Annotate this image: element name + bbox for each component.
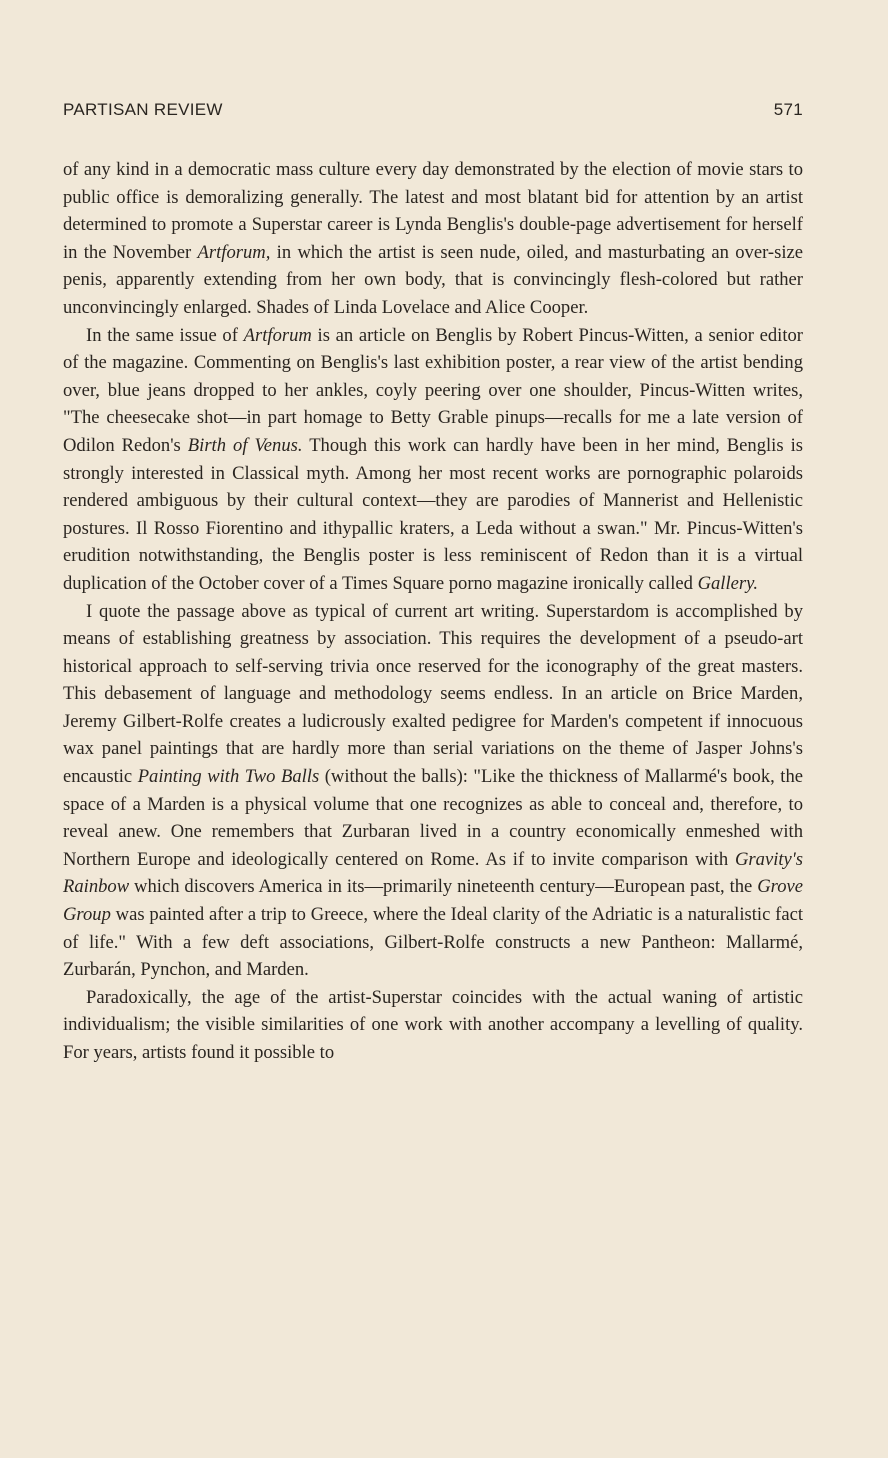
italic-title: Artforum [243,324,312,346]
article-body [63,156,803,1067]
text-run: was painted after a trip to Greece, where the Ideal clarity of the Adriatic is a naturalistic fact of life." With a few deft associations, Gilbert-Rolfe constructs a new Pantheon: Mallarmé, Zurbarán, Pynchon, and Marden. [63,904,803,981]
running-head [63,100,803,128]
italic-title: Gallery. [697,572,758,594]
paragraph [63,984,803,1067]
page-number: 571 [773,100,803,119]
text-run: is an article on Benglis by Robert Pincus-Witten, a senior editor of the magazine. Commenting on Benglis's last exhibition poster, a rear view of the artist bending over, blue jeans dropped to her ankles, coyly peering over one shoulder, Pincus-Witten writes, "The cheesecake shot—in part homage to Betty Grable pinups—recalls for me a late version of Odilon Redon's [63,324,803,456]
paragraph [63,598,803,984]
italic-title: Painting with Two Balls [137,766,320,788]
text-run: (without the balls): "Like the thickness of Mallarmé's book, the space of a Marden is a physical volume that one recognizes as able to conceal and, therefore, to reveal anew. One remembers that Zurbaran lived in a country economically enmeshed with Northern Europe and ideologically centered on Rome. As if to invite comparison with [63,766,803,870]
italic-title: Grove Group [63,876,803,926]
text-run: which discovers America in its—primarily nineteenth century—European past, the [129,876,758,898]
page [63,100,803,1067]
paragraph [63,156,803,322]
text-run: In the same issue of [86,324,244,346]
text-run: in which the artist is seen nude, oiled, and masturbating an over-size penis, apparently extending from her own body, that is convincingly flesh-colored but rather unconvincingly enlarged. Shades of Linda Lovelace and Alice Cooper. [63,241,803,318]
text-run: of any kind in a democratic mass culture every day demonstrated by the election of movie stars to public office is demoralizing generally. The latest and most blatant bid for attention by an artist determined to promote a Superstar career is Lynda Benglis's double-page advertisement for herself in the November [63,159,803,263]
italic-title: Birth of Venus. [187,434,303,456]
italic-title: Gravity's Rainbow [63,848,803,898]
paragraph [63,322,803,598]
text-run: Though this work can hardly have been in her mind, Benglis is strongly interested in Classical myth. Among her most recent works are pornographic polaroids rendered ambiguous by their cultural context—they are parodies of Mannerist and Hellenistic postures. Il Rosso Fiorentino and ithypallic kraters, a Leda without a swan." Mr. Pincus-Witten's erudition notwithstanding, the Benglis poster is less reminiscent of Redon than it is a virtual duplication of the October cover of a Times Square porno magazine ironically called [63,434,803,594]
text-run: I quote the passage above as typical of current art writing. Superstardom is accomplished by means of establishing greatness by association. This requires the development of a pseudo-art historical approach to self-serving trivia once reserved for the iconography of the great masters. This debasement of language and methodology seems endless. In an article on Brice Marden, Jeremy Gilbert-Rolfe creates a ludicrously exalted pedigree for Marden's competent if innocuous wax panel paintings that are hardly more than serial variations on the theme of Jasper Johns's encaustic [63,600,803,788]
text-run: Paradoxically, the age of the artist-Superstar coincides with the actual waning of artistic individualism; the visible similarities of one work with another accompany a levelling of quality. For years, artists found it possible to [63,986,803,1063]
italic-title: Artforum, [197,241,271,263]
journal-title: PARTISAN REVIEW [63,100,223,119]
